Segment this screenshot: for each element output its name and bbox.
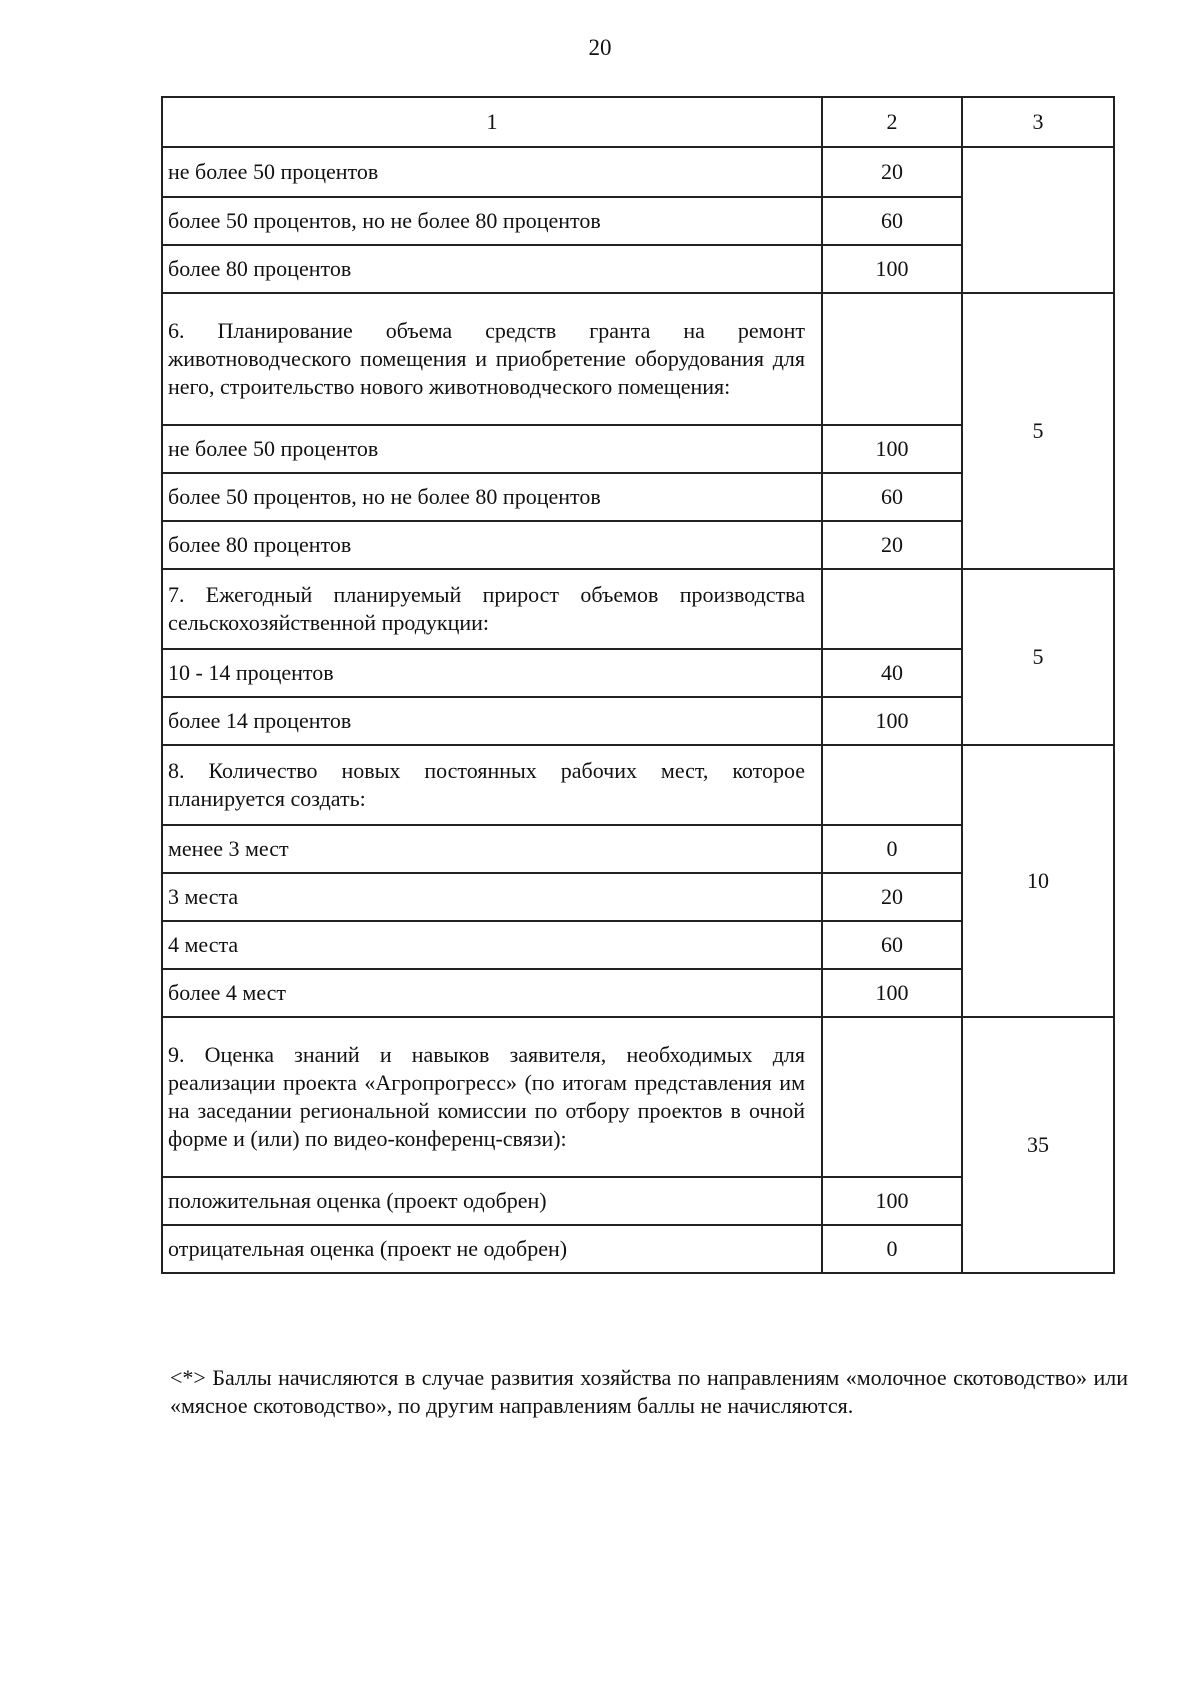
criterion-9-weight: 35 (962, 1017, 1114, 1273)
criterion-option-score: 60 (822, 197, 962, 245)
criterion-option-score: 100 (822, 245, 962, 293)
criterion-option-label: 10 - 14 процентов (162, 649, 822, 697)
criterion-option-score: 100 (822, 969, 962, 1017)
criterion-option-score: 60 (822, 473, 962, 521)
criterion-option-label: отрицательная оценка (проект не одобрен) (162, 1225, 822, 1273)
criterion-option-score: 20 (822, 147, 962, 197)
criterion-title-row (162, 745, 1114, 825)
criterion-option-label: менее 3 мест (162, 825, 822, 873)
criterion-option-label: положительная оценка (проект одобрен) (162, 1177, 822, 1225)
criterion-option-label: 3 места (162, 873, 822, 921)
criterion-option-score: 100 (822, 425, 962, 473)
criterion-title-row (162, 1017, 1114, 1177)
criterion-option-label: 4 места (162, 921, 822, 969)
criterion-6-title: 6. Планирование объема средств гранта на ремонт животноводческого помещения и приобретение оборудования для него, строительство нового животноводческого помещения: (162, 293, 822, 425)
criterion-option-score: 0 (822, 825, 962, 873)
criterion-7-title: 7. Ежегодный планируемый прирост объемов производства сельскохозяйственной продукции: (162, 569, 822, 649)
criterion-8-weight: 10 (962, 745, 1114, 1017)
table-row (162, 147, 1114, 197)
criterion-option-score: 20 (822, 521, 962, 569)
criterion-option-label: не более 50 процентов (162, 147, 822, 197)
criterion-option-label: более 4 мест (162, 969, 822, 1017)
criterion-option-score: 0 (822, 1225, 962, 1273)
criterion-7-weight: 5 (962, 569, 1114, 745)
criterion-title-score-empty (822, 1017, 962, 1177)
criterion-title-score-empty (822, 293, 962, 425)
criterion-option-score: 60 (822, 921, 962, 969)
criterion-option-label: более 80 процентов (162, 245, 822, 293)
criterion-8-title: 8. Количество новых постоянных рабочих мест, которое планируется создать: (162, 745, 822, 825)
header-cell-1: 1 (162, 97, 822, 147)
header-cell-3: 3 (962, 97, 1114, 147)
footnote: <*> Баллы начисляются в случае развития хозяйства по направлениям «молочное скотоводство» или «мясное скотоводство», по другим направлениям баллы не начисляются. (170, 1365, 1128, 1418)
header-cell-2: 2 (822, 97, 962, 147)
criterion-option-label: более 80 процентов (162, 521, 822, 569)
criterion-option-label: более 50 процентов, но не более 80 процентов (162, 473, 822, 521)
table-header-row (162, 97, 1114, 147)
criterion-option-score: 100 (822, 697, 962, 745)
criterion-option-label: более 50 процентов, но не более 80 процентов (162, 197, 822, 245)
criterion-option-label: более 14 процентов (162, 697, 822, 745)
criterion-option-score: 20 (822, 873, 962, 921)
criterion-title-row (162, 293, 1114, 425)
criterion-title-score-empty (822, 569, 962, 649)
criterion-title-row (162, 569, 1114, 649)
criterion-option-score: 40 (822, 649, 962, 697)
page-number: 20 (588, 35, 612, 60)
criterion-option-label: не более 50 процентов (162, 425, 822, 473)
criterion-6-weight: 5 (962, 293, 1114, 569)
weight-cell-empty (962, 147, 1114, 293)
criterion-title-score-empty (822, 745, 962, 825)
criterion-9-title: 9. Оценка знаний и навыков заявителя, необходимых для реализации проекта «Агропрогресс» (по итогам представления им на заседании региональной комиссии по отбору проектов в очной форме и (или) по видео-конференц-связи): (162, 1017, 822, 1177)
criterion-option-score: 100 (822, 1177, 962, 1225)
criteria-table (161, 96, 1115, 1274)
